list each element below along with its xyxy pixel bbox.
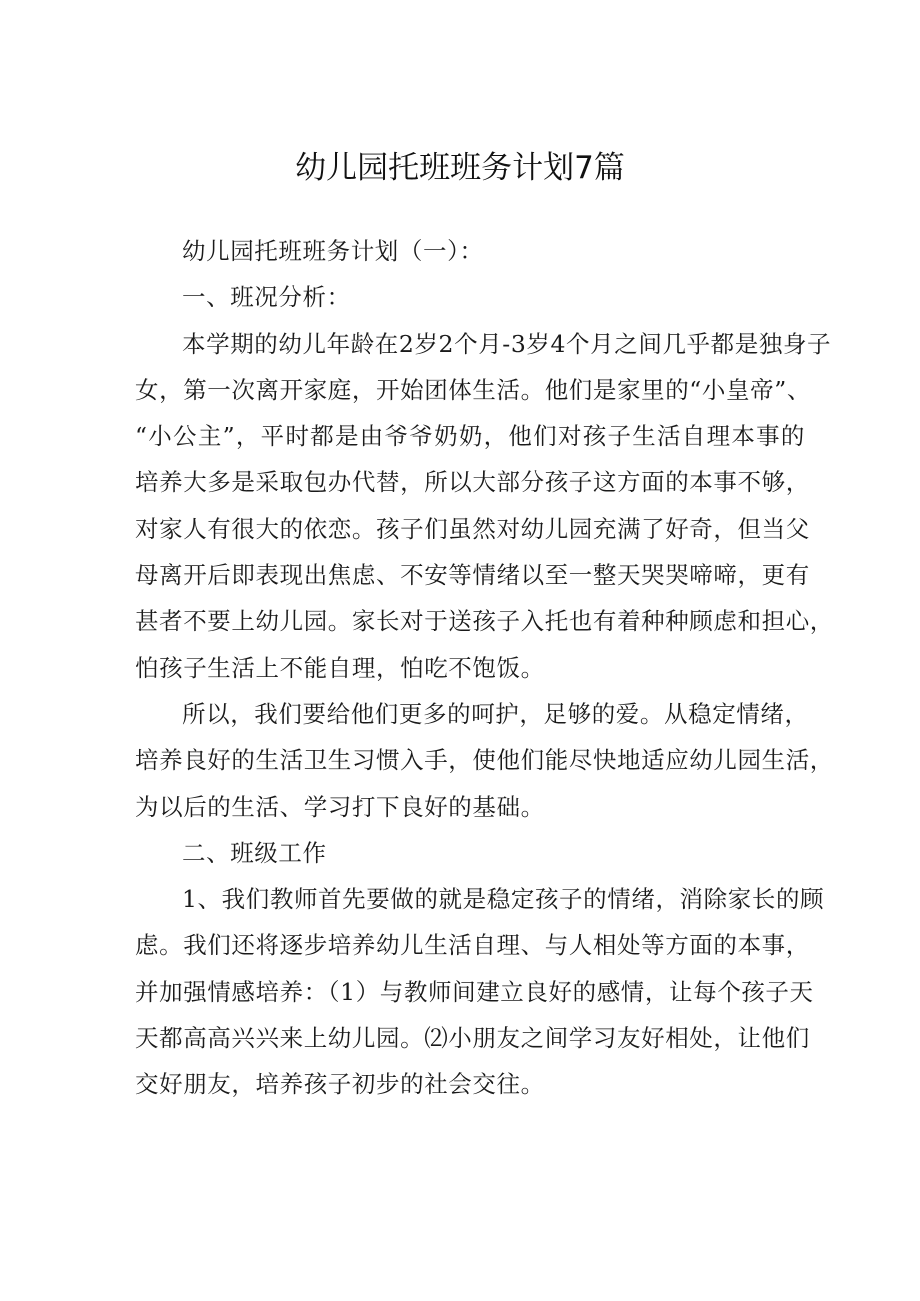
document-body bbox=[135, 228, 834, 1108]
text-line: 本学期的幼儿年龄在2岁2个月-3岁4个月之间几乎都是独身子 bbox=[182, 329, 832, 358]
text-line: 1、我们教师首先要做的就是稳定孩子的情绪，消除家长的顾 bbox=[182, 885, 825, 914]
text-line: 怕孩子生活上不能自理，怕吃不饱饭。 bbox=[135, 653, 545, 682]
text-line: 培养良好的生活卫生习惯入手，使他们能尽快地适应幼儿园生活， bbox=[135, 746, 834, 775]
text-line: 并加强情感培养：（1）与教师间建立良好的感情，让每个孩子天 bbox=[135, 977, 814, 1006]
text-line: 培养大多是采取包办代替，所以大部分孩子这方面的本事不够， bbox=[135, 468, 810, 497]
text-line: “小公主”，平时都是由爷爷奶奶，他们对孩子生活自理本事的 bbox=[135, 422, 805, 451]
text-line: 甚者不要上幼儿园。家长对于送孩子入托也有着种种顾虑和担心， bbox=[135, 607, 834, 636]
document-title: 幼儿园托班班务计划7篇 bbox=[295, 150, 625, 186]
text-line: 幼儿园托班班务计划（一）： bbox=[182, 237, 484, 265]
text-line: 对家人有很大的依恋。孩子们虽然对幼儿园充满了好奇，但当父 bbox=[135, 514, 810, 543]
text-line: 虑。我们还将逐步培养幼儿生活自理、与人相处等方面的本事， bbox=[135, 931, 810, 960]
text-line: 交好朋友，培养孩子初步的社会交往。 bbox=[135, 1070, 545, 1099]
text-line: 天都高高兴兴来上幼儿园。⑵小朋友之间学习友好相处，让他们 bbox=[135, 1024, 810, 1053]
text-line: 一、班况分析： bbox=[182, 283, 351, 312]
text-line: 母离开后即表现出焦虑、不安等情绪以至一整天哭哭啼啼，更有 bbox=[135, 561, 810, 590]
text-line: 女，第一次离开家庭，开始团体生活。他们是家里的“小皇帝”、 bbox=[135, 375, 811, 404]
text-line: 为以后的生活、学习打下良好的基础。 bbox=[135, 792, 545, 821]
text-line: 所以，我们要给他们更多的呵护，足够的爱。从稳定情绪， bbox=[182, 699, 809, 728]
text-line: 二、班级工作 bbox=[182, 838, 327, 867]
